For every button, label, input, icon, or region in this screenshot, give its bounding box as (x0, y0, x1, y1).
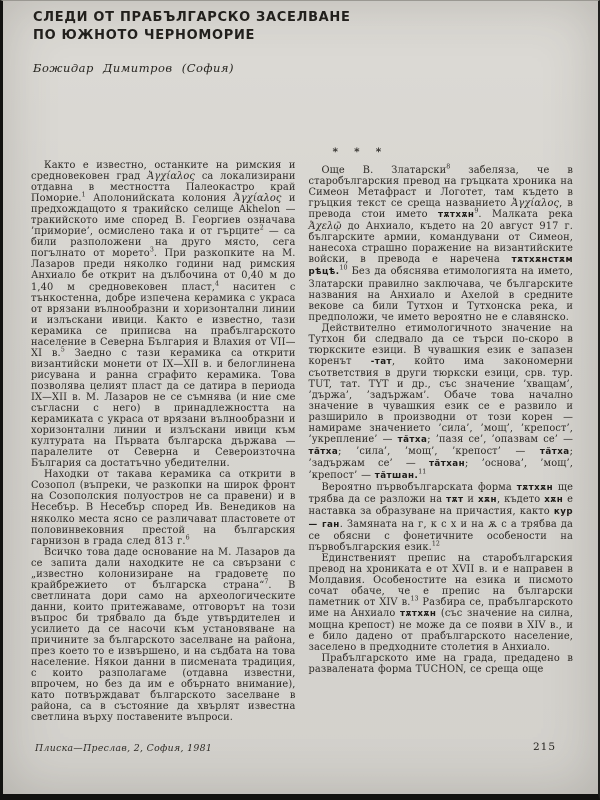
text-run: са локализирани отдавна в местността Палеокастро край Поморие. (31, 171, 296, 205)
text-run: Без да обяснява етимологията на името, Златарски правилно заключава, че българските названия на Анхиало и Ахелой в средните векове са били Тутхон и Тутхонска река, и предположи, че името вероятно не е славянско. (308, 266, 573, 323)
paragraph (309, 553, 574, 653)
text-run: , където (496, 494, 545, 506)
text-run: (със значение на силна, мощна крепост) не може да се появи в XIV в., и е било дадено от прабългарското население, заселено в предходните столетия в Анхиало. (308, 607, 573, 654)
paragraph (31, 469, 296, 546)
page-title: СЛЕДИ ОТ ПРАБЪЛГАРСКО ЗАСЕЛВАНЕ (33, 10, 351, 25)
two-column-body (31, 147, 573, 723)
text-run: Находки от такава керамика са открити в Созопол (въпреки, че разкопки на широк фронт на Созополския полуостров не са правени) и в Несебър. В Несебър според Ив. Венедиков на няколко места ясно се различават пластовете от половинвековния престой на българския гарнизон в града след 813 г. (31, 469, 296, 547)
page-title-line2: ПО ЮЖНОТО ЧЕРНОМОРИЕ (33, 27, 256, 43)
text-run: , който има закономерни съответствия в други тюркски езици, срв. тур. TUT, тат. TYT и др., със значение ’хващам’, ’държа’, ’задържам’. Обаче това начално значение в чувашкия език се е развило и разширило в производни от този корен — намираме значението ’сила’, ’мощ’, ’крепост’, ’укрепление’ — (308, 355, 573, 446)
text-run: тѫтхѫн (438, 210, 475, 221)
footnote-reference: 6 (185, 534, 190, 542)
footnote-reference: 3 (149, 247, 154, 255)
footnote-reference: 7 (264, 578, 269, 586)
text-run: ; ’задържам се’ — (308, 446, 573, 470)
text-run: и предхождащото я тракийско селище Akhelon — тракийското име според В. Георгиев означава ’приморие’, осмислено така и от гърците (31, 193, 296, 238)
text-run: Вероятно първобългарската форма (321, 482, 517, 494)
text-run: Както е известно, останките на римския и средновековен град (31, 160, 296, 183)
right-column-text (309, 165, 574, 675)
text-run: Аполонийската колония (85, 193, 234, 205)
text-run: наситен с тънкостенна, добре изпечена керамика с украса от врязани вълнообразни и хоризонтални линии и излъскани ивици. Както е известно, тази керамика се приписва на прабългарското население в Северна България и Влахия от VII—XI в. (31, 281, 296, 359)
text-run: Прабългарското име на града, предадено в развалената форма TUCHON, се среща още (308, 653, 573, 676)
text-run: тăтхан (428, 459, 466, 470)
footnote-reference: 8 (446, 163, 451, 171)
footer-citation: Плиска—Преслав, 2, София, 1981 (35, 743, 213, 754)
text-run: ; ’основа’, ’мощ’, ’крепост’ — (308, 458, 573, 482)
text-run: Заедно с тази керамика са открити византийски монети от IX—XII в. и белоглинена рисувана и ранна сграфито керамика. Това позволява целият пласт да се датира в периода IX—XII в. М. Лазаров не се съмнява (и ние сме съгласни с него) в принадлежността на керамиката с украса от врязани вълнообразни и хоризонтални линии и излъскани ивици към културата на Първата българска държава — паралелите от Северна и Североизточна България са достатъчно убедителни. (31, 347, 296, 470)
text-run: тѫтхѫн (399, 608, 437, 619)
page-number: 215 (532, 741, 556, 753)
paragraph (31, 547, 296, 724)
paragraph (309, 482, 574, 552)
author-byline: Божидар Димитров (София) (33, 61, 234, 75)
text-run: тăтха (308, 447, 339, 458)
footnote-reference: 5 (60, 346, 65, 354)
text-run: тăтха (397, 435, 428, 446)
text-run: Действително етимологичното значение на Тутхон би следвало да се търси по-скоро в тюркските езици. В чувашкия език е запазен коренът (308, 322, 573, 367)
paragraph (309, 323, 574, 483)
footnote-reference: 4 (214, 280, 219, 288)
footnote-reference: 11 (418, 469, 427, 477)
text-run: Всичко това даде основание на М. Лазаров да се запита дали находките не са свързани с „известно колонизиране на градовете по крайбрежието от българска страна“ (31, 546, 296, 591)
text-run: — са били разположени на друго място, сега погълнато от морето (31, 226, 296, 260)
text-run: , в превода стои името (308, 198, 573, 221)
paragraph (309, 165, 574, 323)
text-run: ; ’пазя се’, ’опазвам се’ — (427, 434, 574, 446)
text-run: . Замяната на г, к с х и на ѫ с а трябва да се обясни с фонетичните особености на първобългарския език. (308, 518, 573, 553)
text-run: Единственият препис на старобългарския превод на хрониката е от XVII в. и е направен в Молдавия. Особеностите на езика и писмото сочат обаче, че е препис на български паметник от XIV в. (308, 552, 573, 608)
text-run: Ἀγχίαλος (233, 193, 282, 205)
paragraph (31, 160, 296, 469)
text-run: и (463, 494, 478, 506)
footnote-reference: 10 (339, 265, 348, 273)
text-run: забеляза, че в старобългарския превод на гръцката хроника на Симеон Метафраст и Логотет, там където в гръцкия текст се среща названието (308, 165, 573, 210)
text-run: Ἀγχίαλος (511, 198, 560, 210)
text-run: . Малката река (478, 209, 573, 221)
footnote-reference: 13 (410, 595, 419, 603)
text-run: Ἀγχίαλος (147, 171, 196, 183)
text-run: кур — ган (308, 507, 573, 530)
text-run: ще трябва да се разложи на (308, 482, 573, 506)
footnote-reference: 12 (431, 540, 440, 548)
text-run: ; ’сила’, ’мощ’, ’крепост’ — (338, 446, 540, 458)
text-run: тѫтхѫнстѫм рѣцѣ. (308, 255, 573, 278)
footnote-reference: 9 (474, 207, 479, 215)
text-run: . При разкопките на М. Лазаров преди няколко години над римския Анхиало бе открит на дълбочина от 0,40 м до 1,40 м средновековен пласт, (31, 248, 296, 293)
text-run: Разбира се, прабългарското име на Анхиало (308, 596, 573, 619)
text-run: до Анхиало, където на 20 август 917 г. българските армии, командувани от Симеон, нанесоха страшно поражение на византийските войски, в превода е наречена (308, 221, 573, 266)
article-header (33, 9, 568, 75)
text-run: Още В. Златарски (321, 165, 447, 177)
text-run: . В светлината дори само на археологическите данни, които притежаваме, отговорът на този въпрос би трябвало да бъде утвърдителен и усилието да се насочи към установяване на причините за българското заселване на района, през което то е извършено, и на съдбата на това население. Някои данни в писмената традиция, с които разполагаме (отдавна известни, впрочем, но без да им е обърнато внимание), като потвърждават българското заселване в района, са в състояние да хвърлят известна светлина върху поставените въпроси. (31, 579, 296, 724)
footnote-reference: 1 (81, 191, 86, 199)
text-run: хѫн (478, 495, 497, 506)
paragraph (309, 653, 574, 675)
text-run: -тат (370, 356, 393, 367)
left-column (31, 147, 296, 723)
right-column (309, 147, 574, 723)
footnote-reference: 2 (259, 225, 264, 233)
text-run: тăтха (539, 447, 570, 458)
text-run: тѫтхѫн (516, 483, 554, 494)
text-run: тѫт (446, 495, 464, 506)
text-run: хѫн (544, 495, 564, 506)
text-run: тăтшан. (374, 471, 419, 482)
section-separator: * * * (332, 146, 388, 158)
text-run: Ἀχελῷ (308, 221, 342, 233)
text-run: е наставка за образуване на причастия, както (308, 494, 574, 518)
